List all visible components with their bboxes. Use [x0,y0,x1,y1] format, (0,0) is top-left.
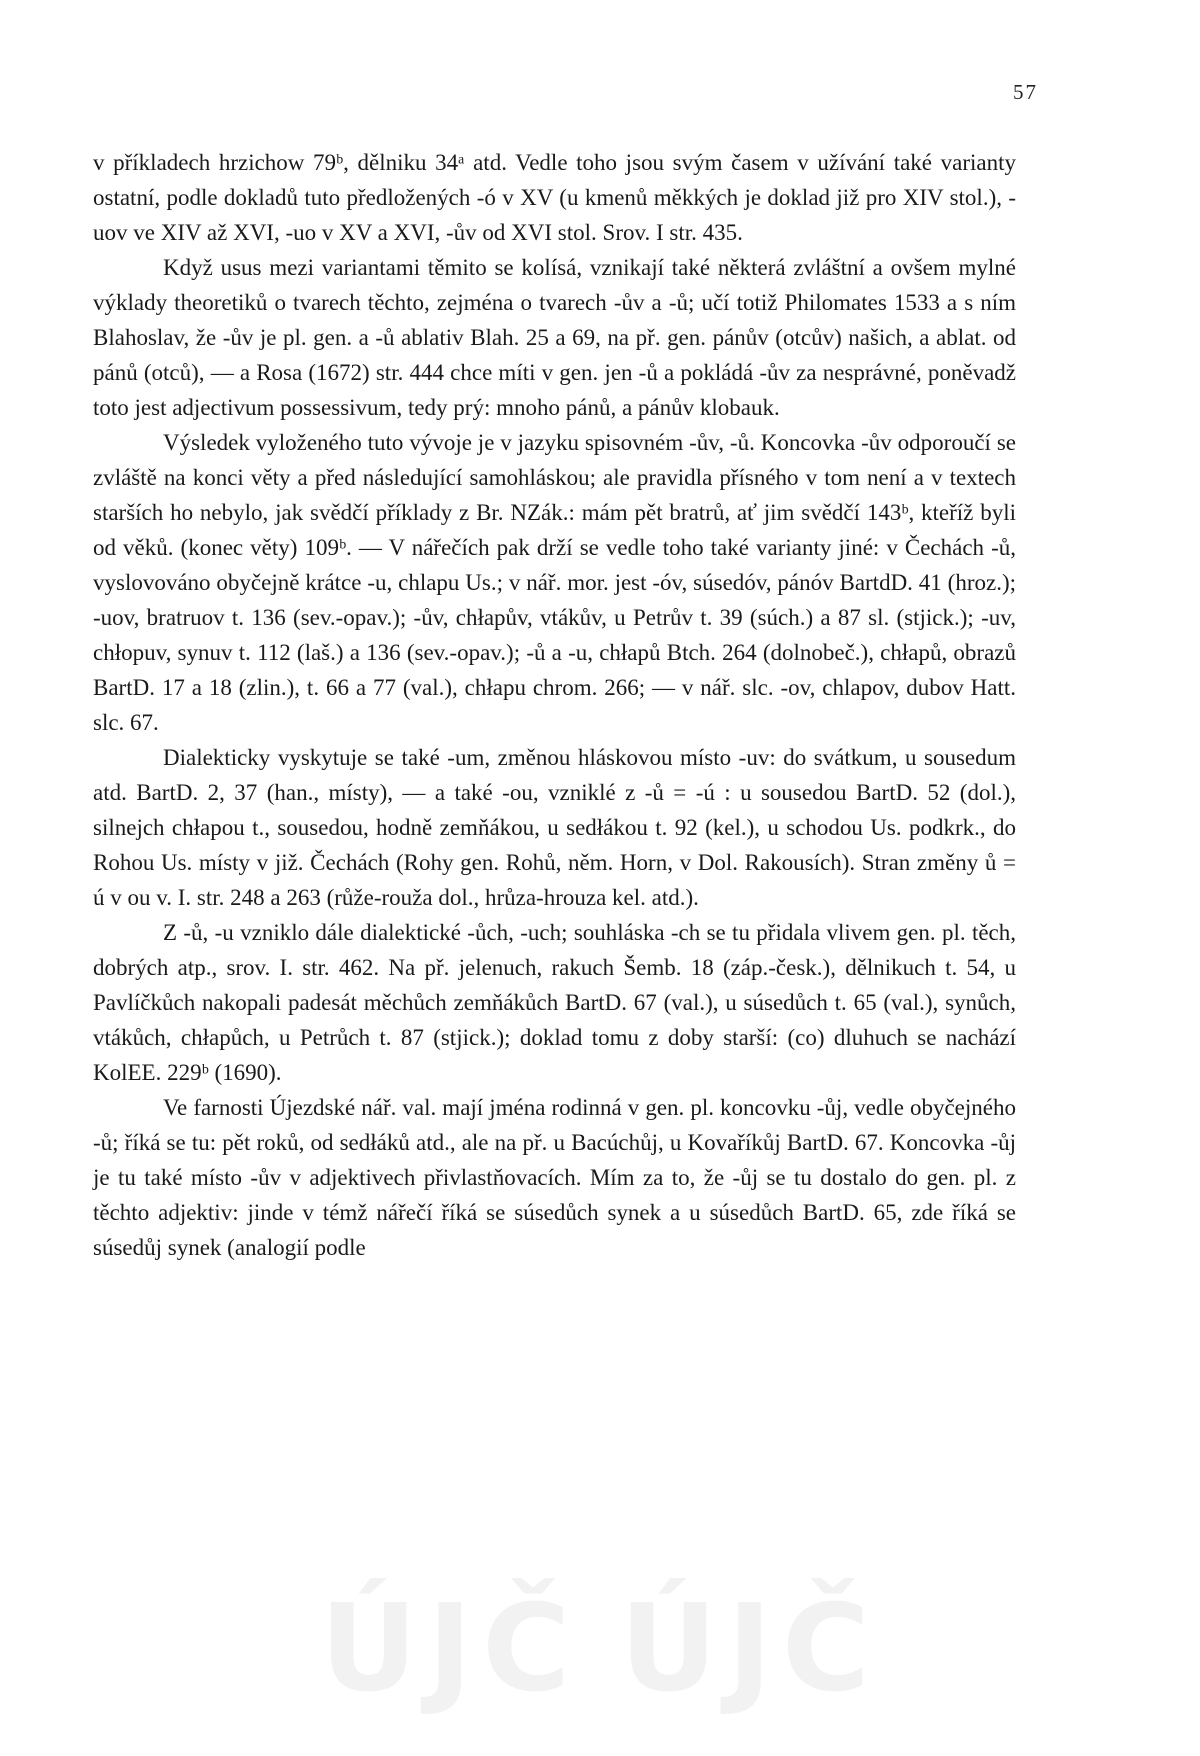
watermark-right: ÚJČ [619,1580,880,1719]
paragraph-3: Výsledek vyloženého tuto vývoje je v jazyku spisovném -ův, -ů. Koncovka -ův odporoučí se zvláště na konci věty a před následující samohláskou; ale pravidla přísného v tom není a v textech starších ho nebylo, jak svědčí příklady z Br. NZák.: mám pět bratrů, ať jim svědčí 143ᵇ, kteříž byli od věků. (konec věty) 109ᵇ. — V nářečích pak drží se vedle toho také varianty jiné: v Čechách -ů, vyslovováno obyčejně krátce -u, chlapu Us.; v nář. mor. jest -óv, súsedóv, pánóv BartdD. 41 (hroz.); -uov, bratruov t. 136 (sev.-opav.); -ův, chłapův, vtákův, u Petrův t. 39 (súch.) a 87 sl. (stjick.); -uv, chłopuv, synuv t. 112 (laš.) a 136 (sev.-opav.); -ů a -u, chłapů Btch. 264 (dolnobeč.), chłapů, obrazů BartD. 17 a 18 (zlin.), t. 66 a 77 (val.), chłapu chrom. 266; — v nář. slc. -ov, chlapov, dubov Hatt. slc. 67. [93,430,1016,735]
paragraph-1: v příkladech hrzichow 79ᵇ, dělniku 34ᵃ atd. Vedle toho jsou svým časem v užívání také varianty ostatní, podle dokladů tuto předložených -ó v XV (u kmenů měkkých je doklad již pro XIV stol.), -uov ve XIV až XVI, -uo v XV a XVI, -ův od XVI stol. Srov. I str. 435. [93,150,1016,245]
watermark [320,1580,880,1719]
body-text [93,145,1016,1265]
paragraph-4: Dialekticky vyskytuje se také -um, změnou hláskovou místo -uv: do svátkum, u sousedum atd. BartD. 2, 37 (han., místy), — a také -ou, vzniklé z -ů = -ú : u sousedou BartD. 52 (dol.), silnejch chłapou t., sousedou, hodně zemňákou, u sedłákou t. 92 (kel.), u schodou Us. podkrk., do Rohou Us. místy v již. Čechách (Rohy gen. Rohů, něm. Horn, v Dol. Rakousích). Stran změny ů = ú v ou v. I. str. 248 a 263 (růže-rouža dol., hrůza-hrouza kel. atd.). [93,745,1016,910]
page-number: 57 [1013,80,1038,104]
paragraph-2: Když usus mezi variantami těmito se kolísá, vznikají také některá zvláštní a ovšem mylné výklady theoretiků o tvarech těchto, zejména o tvarech -ův a -ů; učí totiž Philomates 1533 a s ním Blahoslav, že -ův je pl. gen. a -ů ablativ Blah. 25 a 69, na př. gen. pánův (otcův) našich, a ablat. od pánů (otců), — a Rosa (1672) str. 444 chce míti v gen. jen -ů a pokládá -ův za nesprávné, poněvadž toto jest adjectivum possessivum, tedy prý: mnoho pánů, a pánův klobauk. [93,255,1016,420]
watermark-left: ÚJČ [320,1580,581,1719]
paragraph-6: Ve farnosti Újezdské nář. val. mají jména rodinná v gen. pl. koncovku -ůj, vedle obyčejného -ů; říká se tu: pět roků, od sedłáků atd., ale na př. u Bacúchůj, u Kovaříkůj BartD. 67. Koncovka -ůj je tu také místo -ův v adjektivech přivlastňovacích. Mím za to, že -ůj se tu dostalo do gen. pl. z těchto adjektiv: jinde v témž nářečí říká se súsedůch synek a u súsedůch BartD. 65, zde říká se súsedůj synek (analogií podle [93,1095,1016,1260]
paragraph-5: Z -ů, -u vzniklo dále dialektické -ůch, -uch; souhláska -ch se tu přidala vlivem gen. pl. těch, dobrých atp., srov. I. str. 462. Na př. jelenuch, rakuch Šemb. 18 (záp.-česk.), dělnikuch t. 54, u Pavlíčkůch nakopali padesát měchůch zemňákůch BartD. 67 (val.), u súsedůch t. 65 (val.), synůch, vtákůch, chłapůch, u Petrůch t. 87 (stjick.); doklad tomu z doby starší: (co) dluhuch se nachází KolEE. 229ᵇ (1690). [93,920,1016,1085]
